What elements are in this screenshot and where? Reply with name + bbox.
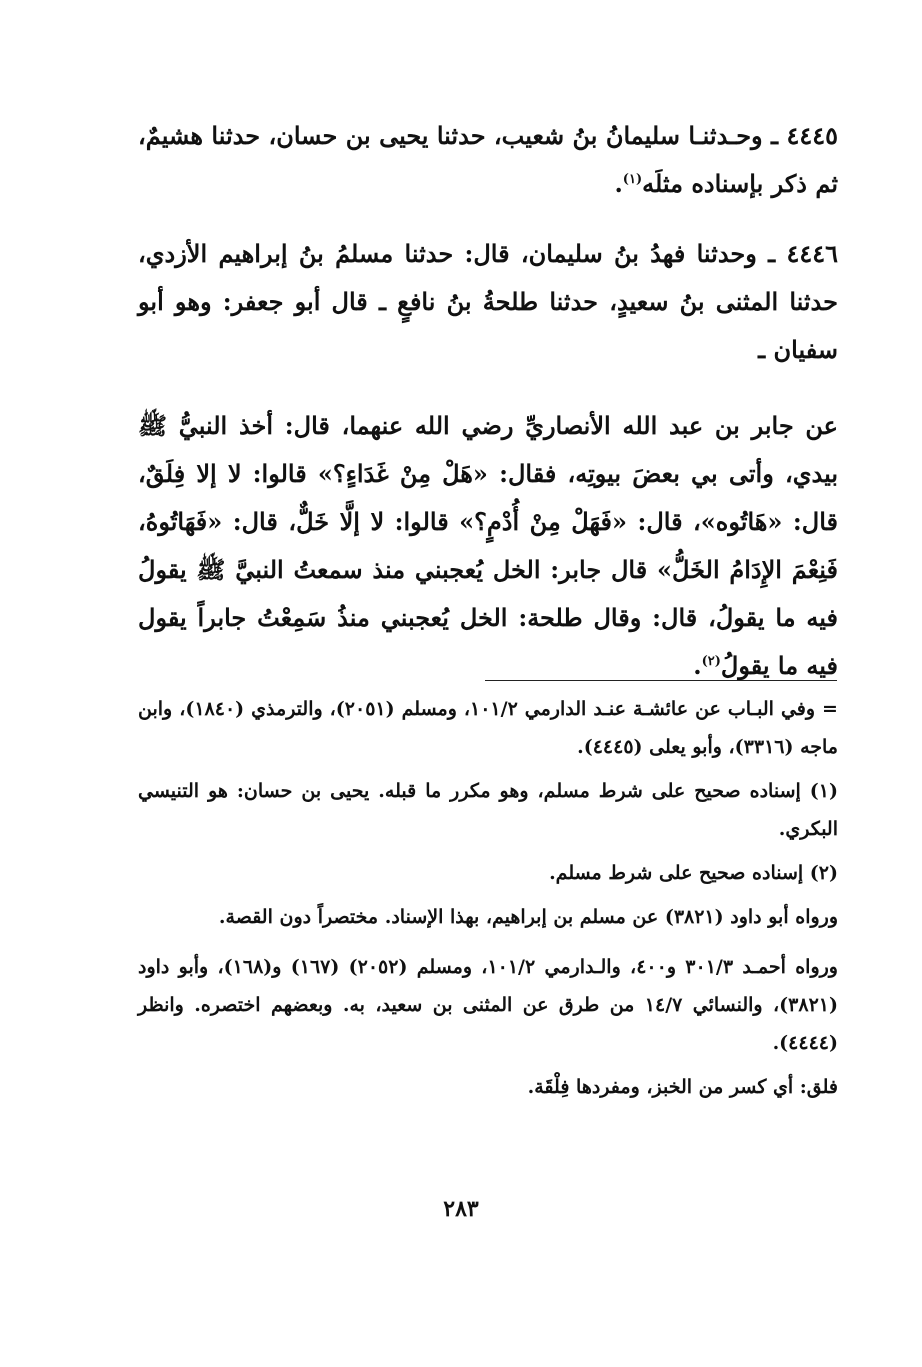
footnote-continued: = وفي البـاب عن عائشـة عنـد الدارمي ١٠١/٢، ومسلم (٢٠٥١)، والترمذي (١٨٤٠)، وابن ماجه (٣٣١٦)، وأبو يعلى (٤٤٤٥). — [138, 698, 838, 758]
footnote-2-para: فلق: أي كسر من الخبز، ومفردها فِلْقَة. — [527, 1076, 838, 1098]
footnote-2-para: ورواه أبو داود (٣٨٢١) عن مسلم بن إبراهيم، بهذا الإسناد. مختصراً دون القصة. — [218, 906, 838, 928]
footnote-ref: (١) — [622, 172, 643, 187]
footnote-2-para: ورواه أحمـد ٣٠١/٣ و٤٠٠، والـدارمي ١٠١/٢، ومسلم (٢٠٥٢) (١٦٧) و(١٦٨)، وأبو داود (٣٨٢١)، والنسائي ١٤/٧ من طرق عن المثنى بن سعيد، به. وبعضهم اختصره. وانظر (٤٤٤٤). — [138, 956, 838, 1054]
footnote-ref: (٢) — [701, 654, 721, 669]
hadith-text: ـ وحـدثنـا سليمانُ بنُ شعيب، حدثنا يحيى بن حسان، حدثنا هشيمٌ، ثم ذكر بإسناده مثلَه — [138, 121, 838, 198]
hadith-text: عن جابر بن عبد الله الأنصاريِّ رضي الله عنهما، قال: أخذ النبيُّ ﷺ بيدي، وأتى بي بعضَ بيوتِه، فقال: «هَلْ مِنْ غَدَاءٍ؟» قالوا: لا إلا فِلَقٌ، قال: «هَاتُوه»، قال: «فَهَلْ مِنْ أُدْمٍ؟» قالوا: لا إلَّا خَلٌّ، قال: «فَهَاتُوهُ، فَنِعْمَ الإِدَامُ الخَلُّ» قال جابر: الخل يُعجبني منذ سمعتُ النبيَّ ﷺ يقولُ فيه ما يقولُ، قال: وقال طلحة: الخل يُعجبني منذُ سَمِعْتُ جابراً يقول فيه ما يقولُ — [138, 411, 838, 680]
main-text — [138, 112, 838, 712]
hadith-chain: ـ وحدثنا فهدُ بنُ سليمان، قال: حدثنا مسلمُ بنُ إبراهيم الأزدي، حدثنا المثنى بنُ سعيدٍ، حدثنا طلحةُ بنُ نافعٍ ـ قال أبو جعفر: وهو أبو سفيان ـ — [138, 239, 838, 364]
footnote-divider — [485, 680, 837, 681]
hadith-number: ٤٤٤٥ — [786, 121, 838, 150]
hadith-4446-chain — [138, 230, 838, 374]
hadith-4445: ٤٤٤٥ ـ وحـدثنـا سليمانُ بنُ شعيب، حدثنا يحيى بن حسان، حدثنا هشيمٌ، ثم ذكر بإسناده مثلَه$^{(١)}$. — [138, 121, 838, 198]
footnote-2: (٢) إسناده صحيح على شرط مسلم. — [549, 862, 838, 884]
footnote-1: (١) إسناده صحيح على شرط مسلم، وهو مكرر ما قبله. يحيى بن حسان: هو التنيسي البكري. — [138, 780, 838, 840]
page-number: ٢٨٣ — [443, 1196, 479, 1222]
hadith-4446-text: عن جابر بن عبد الله الأنصاريِّ رضي الله عنهما، قال: أخذ النبيُّ ﷺ بيدي، وأتى بي بعضَ بيوتِه، فقال: «هَلْ مِنْ غَدَاءٍ؟» قالوا: لا إلا فِلَقٌ، قال: «هَاتُوه»، قال: «فَهَلْ مِنْ أُدْمٍ؟» قالوا: لا إلَّا خَلٌّ، قال: «فَهَاتُوهُ، فَنِعْمَ الإِدَامُ الخَلُّ» قال جابر: الخل يُعجبني منذ سمعتُ النبيَّ ﷺ يقولُ فيه ما يقولُ، قال: وقال طلحة: الخل يُعجبني منذُ سَمِعْتُ جابراً يقول فيه ما يقولُ$^{(٢)}$. — [138, 411, 838, 680]
hadith-number: ٤٤٤٦ — [786, 239, 838, 268]
footnotes — [138, 690, 838, 1112]
